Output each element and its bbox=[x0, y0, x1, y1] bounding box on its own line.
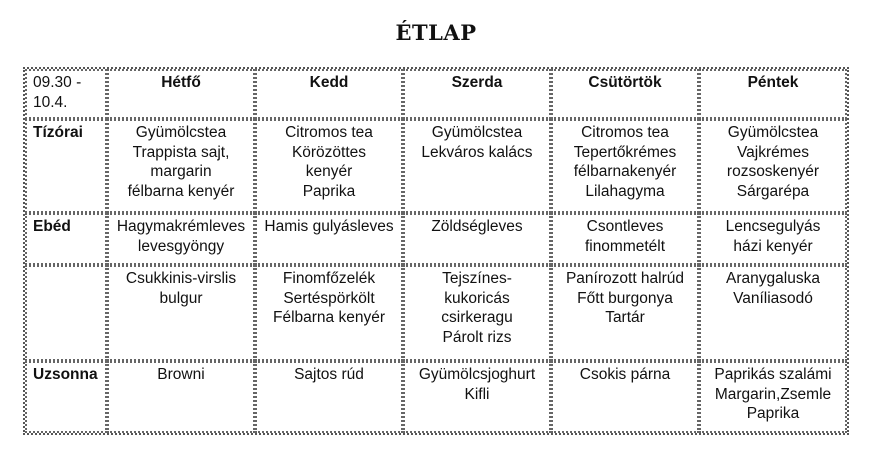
menu-item-line: Gyümölcstea bbox=[431, 124, 523, 141]
menu-item-line: Margarin,Zsemle bbox=[714, 385, 832, 403]
menu-item-line: Lekváros kalács bbox=[421, 143, 533, 161]
menu-cell bbox=[107, 213, 255, 265]
menu-cell bbox=[551, 361, 699, 433]
menu-cell bbox=[107, 119, 255, 213]
menu-cell bbox=[107, 361, 255, 433]
date-range-start: 09.30 - bbox=[33, 74, 82, 91]
menu-item-line: Sajtos rúd bbox=[294, 366, 364, 383]
day-header-wednesday: Szerda bbox=[403, 69, 551, 119]
meal-row-afternoon-snack bbox=[25, 361, 847, 433]
date-range-cell bbox=[25, 69, 107, 119]
menu-item-line: Paprika bbox=[746, 405, 800, 422]
menu-cell bbox=[699, 361, 847, 433]
menu-item-line: Csontleves bbox=[586, 218, 664, 235]
menu-item-line: Citromos tea bbox=[285, 124, 373, 141]
menu-item-line: Sertéspörkölt bbox=[283, 289, 375, 307]
menu-item-line: levesgyöngy bbox=[137, 237, 225, 255]
menu-item-line: Csukkinis-virslis bbox=[125, 270, 237, 287]
meal-row-morning-snack bbox=[25, 119, 847, 213]
menu-item-line: Finomfőzelék bbox=[282, 270, 376, 287]
menu-table bbox=[23, 67, 849, 435]
menu-item-line: Browni bbox=[157, 366, 205, 383]
menu-item-line: Paprikás szalámi bbox=[714, 366, 832, 383]
menu-item-line: félbarna kenyér bbox=[127, 182, 235, 200]
menu-item-line: Tejszínes- bbox=[442, 270, 512, 287]
menu-item-line: házi kenyér bbox=[733, 237, 813, 255]
menu-cell bbox=[255, 265, 403, 361]
menu-item-line: Kifli bbox=[464, 385, 490, 403]
meal-label bbox=[25, 265, 107, 361]
menu-item-line: Körözöttes bbox=[291, 143, 367, 161]
menu-cell bbox=[699, 213, 847, 265]
menu-item-line: finommetélt bbox=[584, 237, 666, 255]
menu-item-line: Trappista sajt, bbox=[132, 143, 230, 161]
menu-item-line: Csokis párna bbox=[579, 366, 671, 383]
menu-item-line: Vajkrémes bbox=[736, 143, 810, 161]
menu-item-line: rozsoskenyér bbox=[726, 163, 820, 180]
menu-item-line: kukoricás bbox=[444, 289, 510, 307]
menu-cell bbox=[551, 213, 699, 265]
menu-item-line: Zöldségleves bbox=[431, 218, 523, 235]
date-range-end: 10.4. bbox=[33, 93, 68, 111]
menu-item-line: Hagymakrémleves bbox=[116, 218, 246, 235]
menu-cell bbox=[255, 119, 403, 213]
menu-item-line: Sárgarépa bbox=[736, 182, 810, 200]
menu-cell bbox=[255, 361, 403, 433]
menu-cell bbox=[255, 213, 403, 265]
menu-cell bbox=[403, 361, 551, 433]
menu-item-line: félbarnakenyér bbox=[573, 163, 677, 180]
menu-item-line: Gyümölcstea bbox=[727, 124, 819, 141]
menu-item-line: Citromos tea bbox=[581, 124, 669, 141]
day-header-thursday: Csütörtök bbox=[551, 69, 699, 119]
menu-cell bbox=[699, 119, 847, 213]
meal-label: Tízórai bbox=[25, 119, 107, 213]
menu-item-line: Panírozott halrúd bbox=[565, 270, 685, 287]
menu-cell bbox=[699, 265, 847, 361]
menu-item-line: Félbarna kenyér bbox=[272, 309, 385, 326]
menu-item-line: csirkeragu bbox=[441, 309, 513, 326]
menu-item-line: Paprika bbox=[302, 182, 356, 200]
meal-row-lunch-main bbox=[25, 265, 847, 361]
meal-row-lunch-soup bbox=[25, 213, 847, 265]
meal-label: Uzsonna bbox=[25, 361, 107, 433]
day-header-monday: Hétfő bbox=[107, 69, 255, 119]
day-header-friday: Péntek bbox=[699, 69, 847, 119]
header-row bbox=[25, 69, 847, 119]
menu-item-line: Aranygaluska bbox=[726, 270, 820, 287]
menu-item-line: Párolt rizs bbox=[442, 328, 512, 346]
menu-item-line: Gyümölcstea bbox=[135, 124, 227, 141]
menu-item-line: Tepertőkrémes bbox=[573, 143, 677, 161]
meal-label: Ebéd bbox=[25, 213, 107, 265]
menu-cell bbox=[107, 265, 255, 361]
menu-item-line: margarin bbox=[150, 163, 212, 180]
menu-item-line: Lencsegulyás bbox=[725, 218, 821, 235]
menu-cell bbox=[403, 265, 551, 361]
menu-item-line: Hamis gulyásleves bbox=[264, 218, 394, 235]
menu-cell bbox=[551, 265, 699, 361]
menu-cell bbox=[403, 213, 551, 265]
page-title: ÉTLAP bbox=[395, 20, 477, 45]
menu-item-line: Tartár bbox=[605, 309, 645, 326]
menu-item-line: Gyümölcsjoghurt bbox=[418, 366, 536, 383]
menu-item-line: bulgur bbox=[159, 289, 203, 307]
menu-item-line: kenyér bbox=[305, 163, 353, 180]
menu-item-line: Főtt burgonya bbox=[577, 289, 673, 307]
day-header-tuesday: Kedd bbox=[255, 69, 403, 119]
menu-cell bbox=[551, 119, 699, 213]
menu-cell bbox=[403, 119, 551, 213]
menu-item-line: Vaníliasodó bbox=[733, 289, 813, 307]
menu-item-line: Lilahagyma bbox=[585, 182, 665, 200]
